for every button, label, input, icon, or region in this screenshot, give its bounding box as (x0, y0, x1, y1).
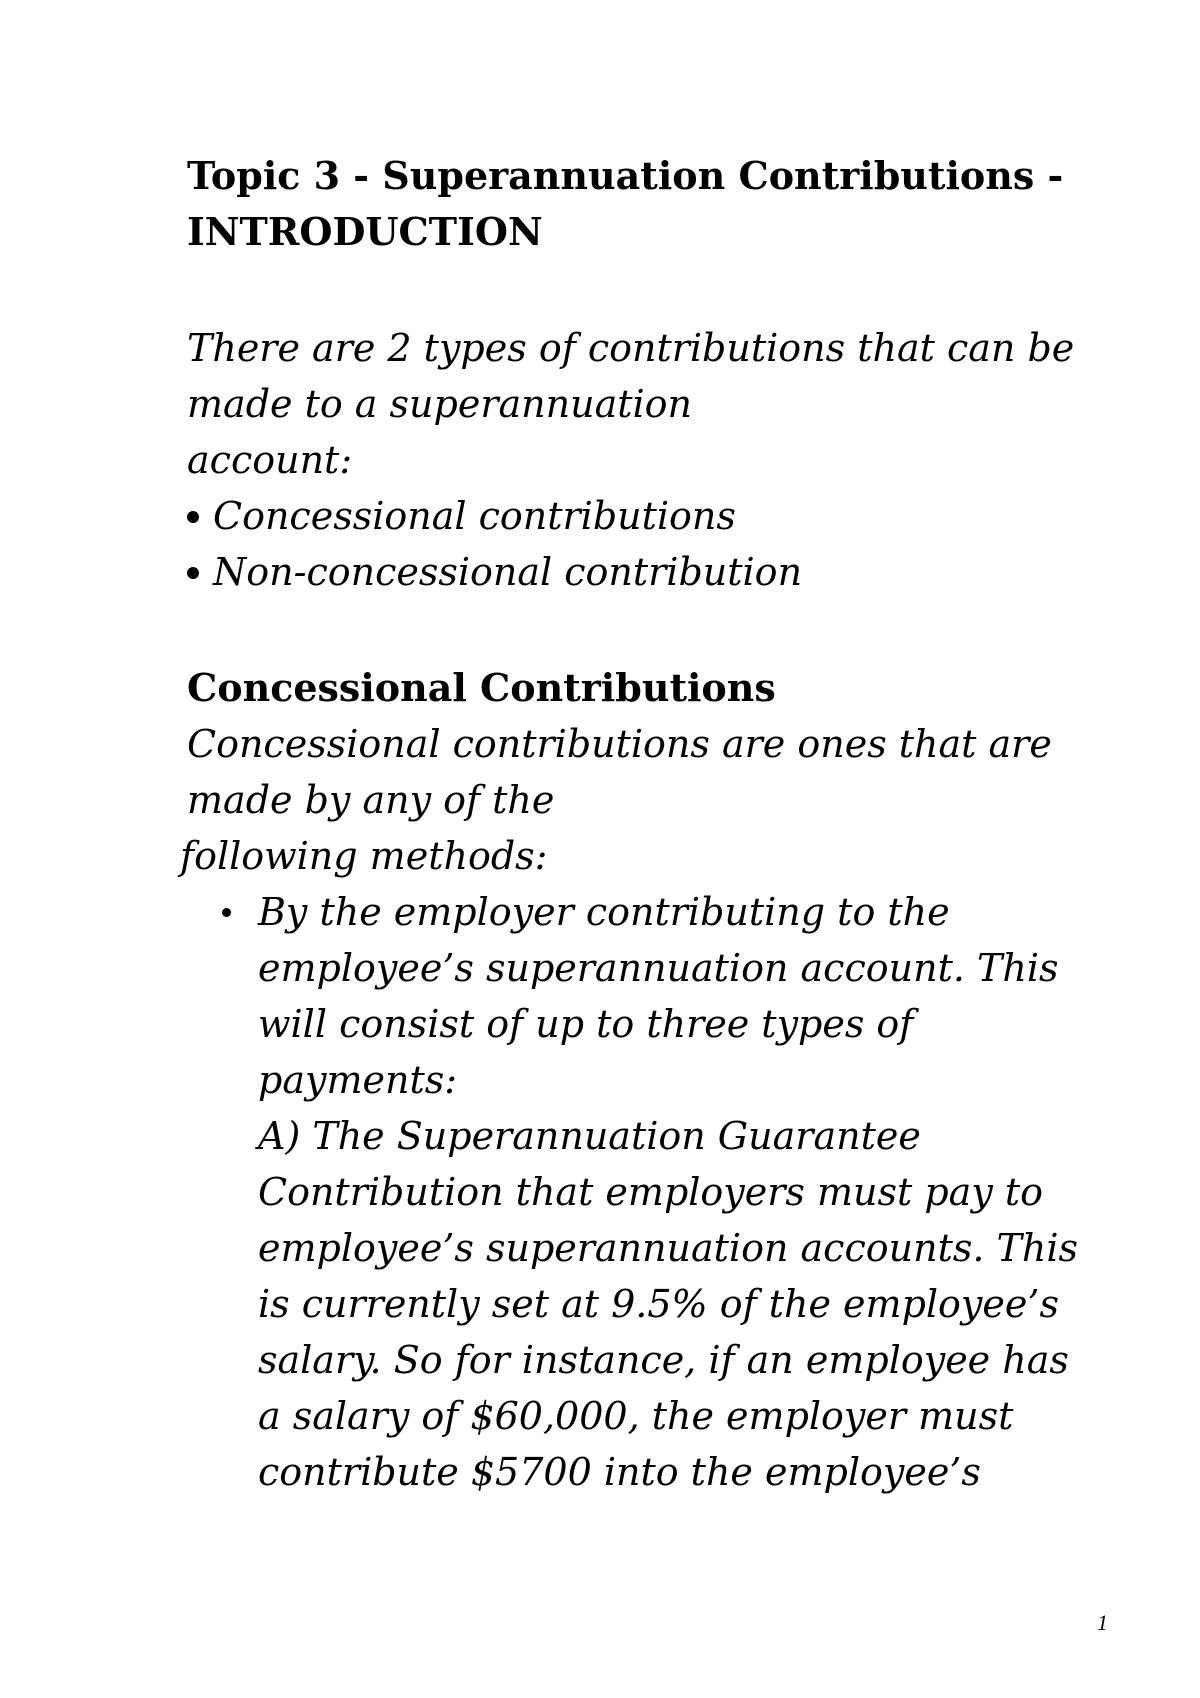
bullet-line: payments: (258, 1058, 458, 1102)
bullet-line: contribute $5700 into the employee’s (258, 1450, 981, 1494)
bullet-line: employee’s superannuation accounts. This (258, 1226, 1078, 1270)
bullet-line: employee’s superannuation account. This (258, 946, 1059, 990)
bullet-line: By the employer contributing to the (258, 890, 950, 934)
bullet-line: A) The Superannuation Guarantee (258, 1114, 921, 1158)
intro-line-1: There are 2 types of contributions that can be (187, 326, 1075, 370)
bullet-icon (187, 567, 199, 579)
list-item (187, 488, 736, 544)
page-number: 1 (1097, 1610, 1108, 1635)
section-para-line-1: Concessional contributions are ones that are (187, 722, 1052, 766)
page-title-line-2: INTRODUCTION (187, 209, 543, 254)
page-title-line-1: Topic 3 - Superannuation Contributions - (187, 153, 1064, 198)
section-para-line-3: following methods: (180, 834, 548, 878)
section-heading: Concessional Contributions (187, 665, 776, 710)
list-item-text: Non-concessional contribution (213, 550, 803, 594)
sub-bullet-marker (222, 884, 245, 940)
list-item (187, 544, 802, 600)
bullet-line: will consist of up to three types of (258, 1002, 914, 1046)
bullet-icon (187, 511, 199, 523)
list-item-text: Concessional contributions (213, 494, 736, 538)
intro-line-2: made to a superannuation (187, 382, 693, 426)
bullet-line: salary. So for instance, if an employee has (258, 1338, 1069, 1382)
section-para-line-2: made by any of the (187, 778, 555, 822)
bullet-icon (222, 908, 231, 917)
bullet-line: a salary of $60,000, the employer must (258, 1394, 1014, 1438)
intro-line-3: account: (187, 438, 353, 482)
bullet-line: Contribution that employers must pay to (258, 1170, 1044, 1214)
bullet-line: is currently set at 9.5% of the employee’s (258, 1282, 1059, 1326)
